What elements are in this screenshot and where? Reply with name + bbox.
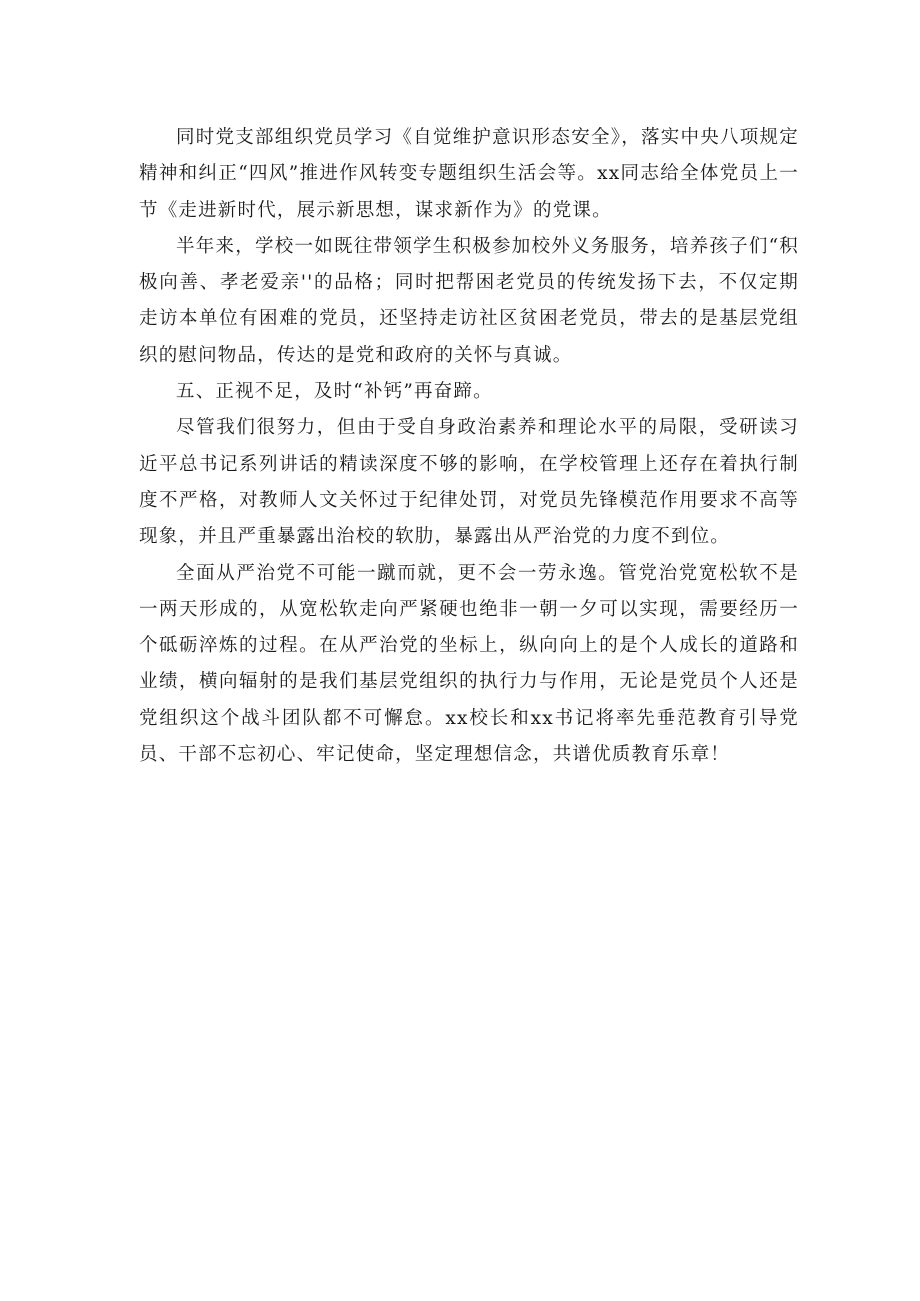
paragraph-study-session: 同时党支部组织党员学习《自觉维护意识形态安全》，落实中央八项规定精神和纠正“四风”推进作风转变专题组织生活会等。xx同志给全体党员上一节《走进新时代，展示新思想，谋求新作为》的党课。 [139, 127, 799, 221]
document-body [139, 120, 799, 773]
paragraph-volunteer-service: 半年来，学校一如既往带领学生积极参加校外义务服务，培养孩子们“积极向善、孝老爱亲''的品格；同时把帮困老党员的传统发扬下去，不仅定期走访本单位有困难的党员，还坚持走访社区贫困老党员，带去的是基层党组织的慰问物品，传达的是党和政府的关怀与真诚。 [139, 235, 799, 366]
section-heading-shortcomings: 五、正视不足，及时“补钙”再奋蹄。 [176, 381, 493, 403]
paragraph-shortcomings: 尽管我们很努力，但由于受自身政治素养和理论水平的局限，受研读习近平总书记系列讲话的精读深度不够的影响，在学校管理上还存在着执行制度不严格，对教师人文关怀过于纪律处罚，对党员先锋模范作用要求不高等现象，并且严重暴露出治校的软肋，暴露出从严治党的力度不到位。 [139, 417, 799, 548]
paragraph-strict-governance: 全面从严治党不可能一蹴而就，更不会一劳永逸。管党治党宽松软不是一两天形成的，从宽松软走向严紧硬也绝非一朝一夕可以实现，需要经历一个砥砺淬炼的过程。在从严治党的坐标上，纵向向上的是个人成长的道路和业绩，横向辐射的是我们基层党组织的执行力与作用，无论是党员个人还是党组织这个战斗团队都不可懈怠。xx校长和xx书记将率先垂范教育引导党员、干部不忘初心、牢记使命，坚定理想信念，共谱优质教育乐章！ [139, 562, 799, 766]
